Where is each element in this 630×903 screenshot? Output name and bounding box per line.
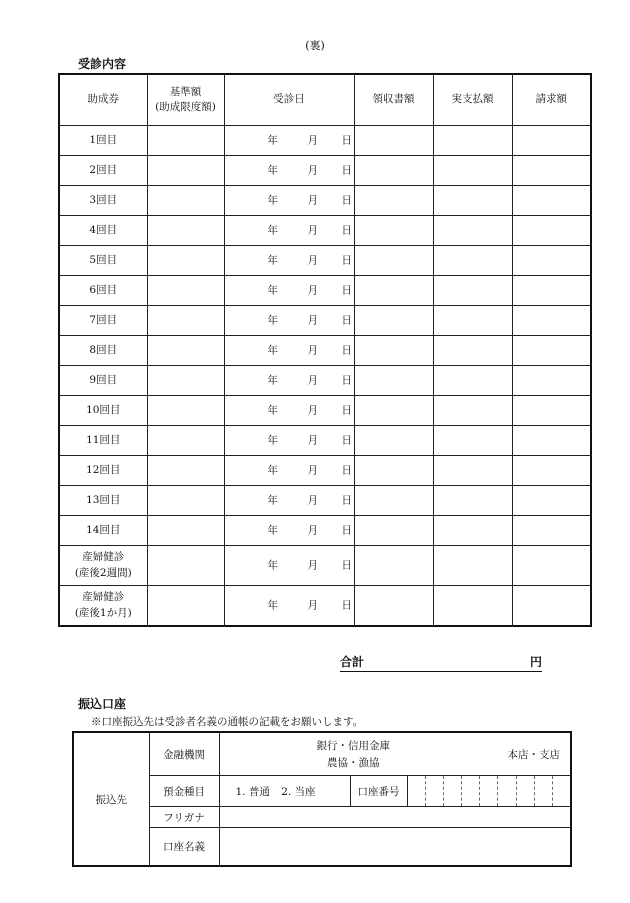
date-day-unit: 日	[341, 343, 352, 356]
base-amount-cell[interactable]	[147, 486, 224, 516]
total-label: 合計	[340, 655, 365, 669]
date-day-unit: 日	[341, 523, 352, 536]
date-day-unit: 日	[341, 598, 352, 611]
base-amount-cell[interactable]	[147, 276, 224, 306]
visit-date-cell[interactable]	[224, 396, 354, 426]
coupon-label	[59, 126, 147, 156]
claim-amount-cell[interactable]	[512, 276, 591, 306]
claim-amount-cell[interactable]	[512, 336, 591, 366]
coupon-label-text: 14回目	[86, 523, 121, 536]
deposit-type-field[interactable]	[219, 776, 350, 807]
receipt-amount-cell[interactable]	[354, 366, 433, 396]
page-side-label: (裏)	[305, 39, 325, 52]
base-amount-cell[interactable]	[147, 546, 224, 586]
claim-amount-cell[interactable]	[512, 486, 591, 516]
visit-date-cell[interactable]	[224, 336, 354, 366]
account-section-title: 振込口座	[78, 697, 127, 711]
visit-date-cell[interactable]	[224, 546, 354, 586]
table-row	[59, 186, 591, 216]
base-amount-cell[interactable]	[147, 246, 224, 276]
visit-date-cell[interactable]	[224, 366, 354, 396]
coupon-label	[59, 586, 147, 627]
account-number-digit-boxes[interactable]	[408, 776, 571, 806]
date-month-unit: 月	[307, 558, 318, 571]
coupon-label-text: 1回目	[89, 133, 118, 146]
actual-paid-cell[interactable]	[433, 156, 512, 186]
date-year-unit: 年	[267, 558, 278, 571]
visit-date-cell[interactable]	[224, 426, 354, 456]
claim-amount-cell[interactable]	[512, 246, 591, 276]
date-month-unit: 月	[307, 313, 318, 326]
claim-amount-cell[interactable]	[512, 366, 591, 396]
date-day-unit: 日	[341, 373, 352, 386]
account-name-field[interactable]	[219, 828, 571, 867]
claim-amount-cell[interactable]	[512, 126, 591, 156]
actual-paid-cell[interactable]	[433, 486, 512, 516]
coupon-label-text: 10回目	[86, 403, 121, 416]
coupon-label	[59, 486, 147, 516]
receipt-amount-cell[interactable]	[354, 586, 433, 627]
header-base-amount	[147, 74, 224, 126]
receipt-amount-cell[interactable]	[354, 456, 433, 486]
deposit-option-ordinary[interactable]: 1. 普通	[235, 785, 270, 798]
actual-paid-cell[interactable]	[433, 396, 512, 426]
receipt-amount-cell[interactable]	[354, 216, 433, 246]
institution-types-line2: 農協・漁協	[327, 757, 380, 770]
date-month-unit: 月	[307, 133, 318, 146]
claim-amount-cell[interactable]	[512, 516, 591, 546]
actual-paid-cell[interactable]	[433, 586, 512, 627]
row-institution	[73, 732, 571, 776]
date-month-unit: 月	[307, 403, 318, 416]
coupon-label	[59, 186, 147, 216]
actual-paid-cell[interactable]	[433, 306, 512, 336]
table-row	[59, 156, 591, 186]
header-visit-date: 受診日	[224, 74, 354, 126]
table-row	[59, 426, 591, 456]
coupon-label-text: 13回目	[86, 493, 121, 506]
claim-amount-cell[interactable]	[512, 156, 591, 186]
claim-amount-cell[interactable]	[512, 426, 591, 456]
receipt-amount-cell[interactable]	[354, 426, 433, 456]
date-day-unit: 日	[341, 403, 352, 416]
digit-box[interactable]	[497, 776, 515, 806]
date-day-unit: 日	[341, 133, 352, 146]
furigana-label: フリガナ	[149, 807, 219, 828]
visit-date-cell[interactable]	[224, 456, 354, 486]
header-claim-amount: 請求額	[512, 74, 591, 126]
base-amount-cell[interactable]	[147, 426, 224, 456]
receipt-amount-cell[interactable]	[354, 336, 433, 366]
branch-label: 本店・支店	[507, 749, 560, 761]
visit-date-cell[interactable]	[224, 486, 354, 516]
date-day-unit: 日	[341, 493, 352, 506]
claim-amount-cell[interactable]	[512, 586, 591, 627]
date-year-unit: 年	[267, 403, 278, 416]
actual-paid-cell[interactable]	[433, 426, 512, 456]
date-month-unit: 月	[307, 598, 318, 611]
receipt-amount-cell[interactable]	[354, 246, 433, 276]
visit-table	[58, 73, 592, 627]
digit-box[interactable]	[443, 776, 461, 806]
date-month-unit: 月	[307, 223, 318, 236]
digit-box[interactable]	[408, 776, 425, 806]
visit-date-cell[interactable]	[224, 586, 354, 627]
coupon-label-text: 産婦健診	[82, 551, 125, 564]
header-base-amount-label: 基準額	[169, 85, 202, 98]
base-amount-cell[interactable]	[147, 126, 224, 156]
visit-date-cell[interactable]	[224, 246, 354, 276]
total-line	[340, 653, 542, 672]
visit-date-cell[interactable]	[224, 186, 354, 216]
table-row	[59, 516, 591, 546]
digit-box[interactable]	[461, 776, 479, 806]
date-year-unit: 年	[267, 523, 278, 536]
date-month-unit: 月	[307, 373, 318, 386]
date-month-unit: 月	[307, 163, 318, 176]
receipt-amount-cell[interactable]	[354, 156, 433, 186]
actual-paid-cell[interactable]	[433, 366, 512, 396]
date-month-unit: 月	[307, 523, 318, 536]
date-year-unit: 年	[267, 283, 278, 296]
digit-box[interactable]	[552, 776, 570, 806]
coupon-label	[59, 426, 147, 456]
date-year-unit: 年	[267, 133, 278, 146]
date-year-unit: 年	[267, 463, 278, 476]
coupon-label-sub: (産後2週間)	[74, 566, 132, 579]
header-receipt-amount: 領収書額	[354, 74, 433, 126]
institution-label: 金融機関	[149, 732, 219, 776]
base-amount-cell[interactable]	[147, 396, 224, 426]
coupon-label	[59, 366, 147, 396]
visit-date-cell[interactable]	[224, 126, 354, 156]
base-amount-cell[interactable]	[147, 156, 224, 186]
header-coupon: 助成券	[59, 74, 147, 126]
table-row	[59, 546, 591, 586]
coupon-label-text: 11回目	[86, 433, 121, 446]
actual-paid-cell[interactable]	[433, 276, 512, 306]
visit-table-header	[59, 74, 591, 126]
actual-paid-cell[interactable]	[433, 186, 512, 216]
receipt-amount-cell[interactable]	[354, 486, 433, 516]
header-actual-paid: 実支払額	[433, 74, 512, 126]
coupon-label-text: 12回目	[86, 463, 121, 476]
receipt-amount-cell[interactable]	[354, 516, 433, 546]
base-amount-cell[interactable]	[147, 586, 224, 627]
digit-box[interactable]	[425, 776, 443, 806]
visit-date-cell[interactable]	[224, 216, 354, 246]
date-month-unit: 月	[307, 283, 318, 296]
destination-label: 振込先	[73, 732, 149, 866]
date-year-unit: 年	[267, 343, 278, 356]
visit-section-title: 受診内容	[78, 57, 127, 71]
account-name-label: 口座名義	[149, 828, 219, 867]
receipt-amount-cell[interactable]	[354, 276, 433, 306]
actual-paid-cell[interactable]	[433, 336, 512, 366]
coupon-label	[59, 336, 147, 366]
deposit-option-current[interactable]: 2. 当座	[281, 785, 316, 798]
account-note: ※口座振込先は受診者名義の通帳の記載をお願いします。	[91, 716, 364, 728]
date-year-unit: 年	[267, 163, 278, 176]
institution-field[interactable]	[219, 732, 571, 776]
table-row	[59, 306, 591, 336]
date-day-unit: 日	[341, 558, 352, 571]
date-year-unit: 年	[267, 433, 278, 446]
table-row	[59, 126, 591, 156]
base-amount-cell[interactable]	[147, 216, 224, 246]
account-table	[72, 731, 572, 867]
account-number-label: 口座番号	[350, 776, 407, 807]
header-base-amount-sub: (助成限度額)	[155, 101, 216, 113]
furigana-field[interactable]	[219, 807, 571, 828]
table-row	[59, 336, 591, 366]
base-amount-cell[interactable]	[147, 186, 224, 216]
date-day-unit: 日	[341, 283, 352, 296]
coupon-label	[59, 156, 147, 186]
coupon-label	[59, 306, 147, 336]
table-row	[59, 276, 591, 306]
date-day-unit: 日	[341, 433, 352, 446]
date-month-unit: 月	[307, 433, 318, 446]
visit-date-cell[interactable]	[224, 276, 354, 306]
claim-amount-cell[interactable]	[512, 306, 591, 336]
visit-date-cell[interactable]	[224, 306, 354, 336]
date-month-unit: 月	[307, 463, 318, 476]
account-number-field[interactable]	[407, 776, 571, 807]
coupon-label-text: 2回目	[89, 163, 118, 176]
coupon-label	[59, 276, 147, 306]
visit-rows	[59, 126, 591, 627]
base-amount-cell[interactable]	[147, 516, 224, 546]
table-row	[59, 586, 591, 627]
date-year-unit: 年	[267, 223, 278, 236]
coupon-label	[59, 396, 147, 426]
date-day-unit: 日	[341, 163, 352, 176]
table-row	[59, 486, 591, 516]
receipt-amount-cell[interactable]	[354, 186, 433, 216]
receipt-amount-cell[interactable]	[354, 396, 433, 426]
date-day-unit: 日	[341, 313, 352, 326]
actual-paid-cell[interactable]	[433, 516, 512, 546]
receipt-amount-cell[interactable]	[354, 306, 433, 336]
actual-paid-cell[interactable]	[433, 216, 512, 246]
date-day-unit: 日	[341, 193, 352, 206]
claim-amount-cell[interactable]	[512, 186, 591, 216]
institution-types	[317, 738, 391, 773]
date-year-unit: 年	[267, 493, 278, 506]
visit-date-cell[interactable]	[224, 156, 354, 186]
coupon-label	[59, 516, 147, 546]
actual-paid-cell[interactable]	[433, 546, 512, 586]
coupon-label	[59, 456, 147, 486]
deposit-type-label: 預金種目	[149, 776, 219, 807]
claim-amount-cell[interactable]	[512, 216, 591, 246]
coupon-label-sub: (産後1か月)	[74, 606, 132, 619]
digit-box[interactable]	[479, 776, 497, 806]
coupon-label-text: 産婦健診	[82, 591, 125, 604]
date-year-unit: 年	[267, 253, 278, 266]
visit-date-cell[interactable]	[224, 516, 354, 546]
coupon-label-text: 6回目	[89, 283, 118, 296]
date-year-unit: 年	[267, 373, 278, 386]
date-month-unit: 月	[307, 343, 318, 356]
claim-amount-cell[interactable]	[512, 396, 591, 426]
date-day-unit: 日	[341, 223, 352, 236]
coupon-label	[59, 246, 147, 276]
date-year-unit: 年	[267, 598, 278, 611]
coupon-label-text: 3回目	[89, 193, 118, 206]
base-amount-cell[interactable]	[147, 456, 224, 486]
date-year-unit: 年	[267, 193, 278, 206]
claim-amount-cell[interactable]	[512, 546, 591, 586]
coupon-label-text: 5回目	[89, 253, 118, 266]
receipt-amount-cell[interactable]	[354, 546, 433, 586]
date-year-unit: 年	[267, 313, 278, 326]
table-row	[59, 396, 591, 426]
institution-types-line1: 銀行・信用金庫	[316, 740, 390, 752]
total-unit: 円	[529, 655, 542, 669]
date-month-unit: 月	[307, 493, 318, 506]
coupon-label-text: 8回目	[89, 343, 118, 356]
coupon-label-text: 4回目	[89, 223, 118, 236]
claim-amount-cell[interactable]	[512, 456, 591, 486]
digit-box[interactable]	[534, 776, 552, 806]
actual-paid-cell[interactable]	[433, 126, 512, 156]
base-amount-cell[interactable]	[147, 306, 224, 336]
date-day-unit: 日	[341, 253, 352, 266]
table-row	[59, 246, 591, 276]
date-day-unit: 日	[341, 463, 352, 476]
actual-paid-cell[interactable]	[433, 456, 512, 486]
coupon-label-text: 9回目	[89, 373, 118, 386]
actual-paid-cell[interactable]	[433, 246, 512, 276]
digit-box[interactable]	[516, 776, 534, 806]
date-month-unit: 月	[307, 253, 318, 266]
table-row	[59, 366, 591, 396]
coupon-label-text: 7回目	[89, 313, 118, 326]
coupon-label	[59, 546, 147, 586]
receipt-amount-cell[interactable]	[354, 126, 433, 156]
date-month-unit: 月	[307, 193, 318, 206]
table-row	[59, 456, 591, 486]
base-amount-cell[interactable]	[147, 366, 224, 396]
base-amount-cell[interactable]	[147, 336, 224, 366]
coupon-label	[59, 216, 147, 246]
table-row	[59, 216, 591, 246]
